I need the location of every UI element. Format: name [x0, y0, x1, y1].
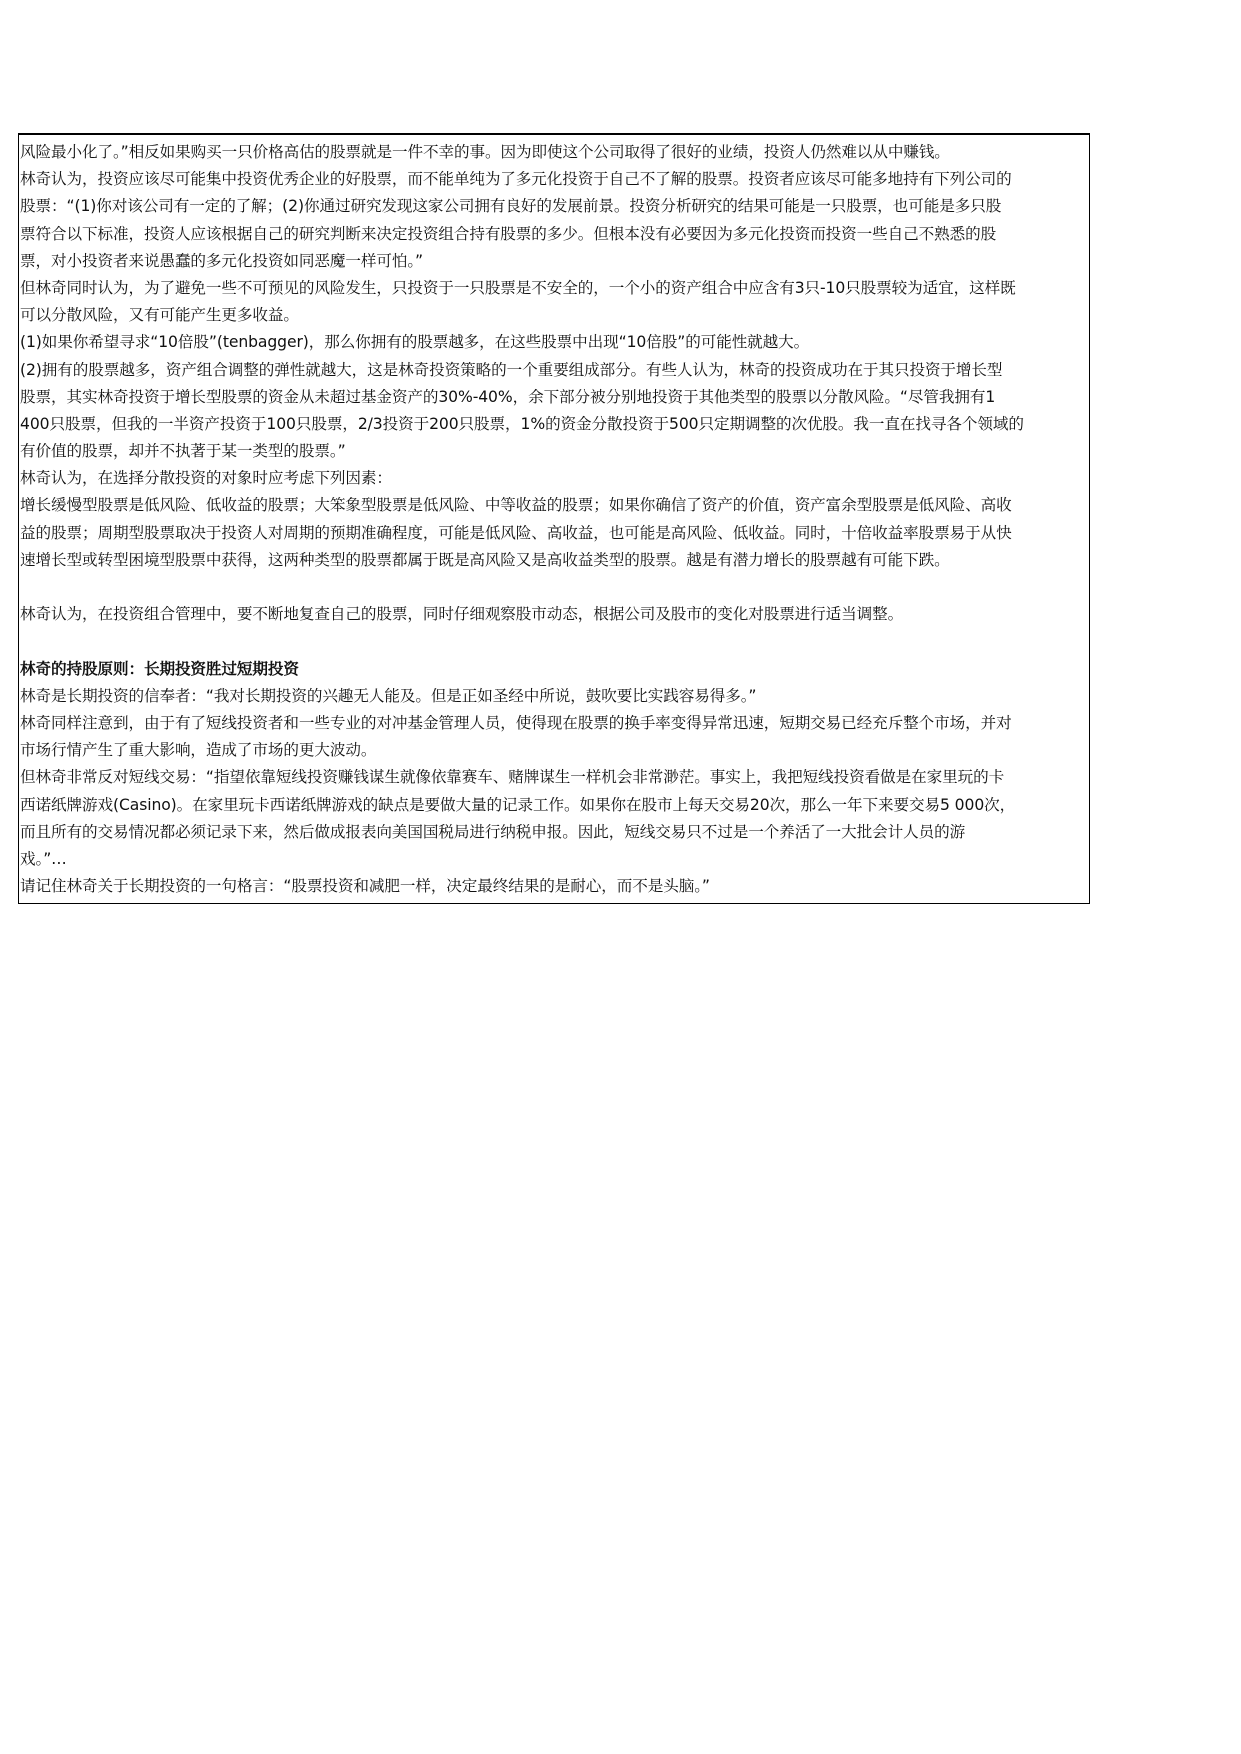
text-line: 林奇认为，投资应该尽可能集中投资优秀企业的好股票，而不能单纯为了多元化投资于自己不了解的股票。投资者应该尽可能多地持有下列公司的	[20, 170, 1012, 189]
paragraph	[20, 166, 1089, 275]
text-line: 林奇同样注意到，由于有了短线投资者和一些专业的对冲基金管理人员，使得现在股票的换手率变得异常迅速，短期交易已经充斥整个市场，并对	[20, 713, 1012, 732]
blank-line	[20, 628, 1089, 655]
text-line: 可以分散风险，又有可能产生更多收益。	[20, 306, 299, 325]
document-body	[20, 139, 1089, 900]
text-line: 风险最小化了。”相反如果购买一只价格高估的股票就是一件不幸的事。因为即使这个公司取得了很好的业绩，投资人仍然难以从中赚钱。	[20, 143, 950, 161]
text-line: 请记住林奇关于长期投资的一句格言：“股票投资和减肥一样，决定最终结果的是耐心，而不是头脑。”	[20, 877, 710, 896]
text-line: 股票，其实林奇投资于增长型股票的资金从未超过基金资产的30%-40%，余下部分被分别地投资于其他类型的股票以分散风险。“尽管我拥有1	[20, 387, 996, 406]
paragraph	[20, 492, 1089, 574]
paragraph	[20, 683, 1089, 710]
text-line: 林奇认为，在选择分散投资的对象时应考虑下列因素：	[20, 469, 392, 488]
blank-line	[20, 574, 1089, 601]
paragraph	[20, 357, 1089, 466]
text-line: 市场行情产生了重大影响，造成了市场的更大波动。	[20, 741, 377, 760]
text-line: 益的股票；周期型股票取决于投资人对周期的预期准确程度，可能是低风险、高收益，也可能是高风险、低收益。同时，十倍收益率股票易于从快	[20, 523, 1012, 542]
paragraph	[20, 764, 1089, 873]
text-line: 林奇的持股原则：长期投资胜过短期投资	[20, 659, 299, 678]
section-heading	[20, 656, 1089, 683]
paragraph	[20, 710, 1089, 764]
text-line: 戏。”…	[20, 849, 67, 868]
text-line: 有价值的股票，却并不执著于某一类型的股票。”	[20, 442, 346, 461]
text-line: 400只股票，但我的一半资产投资于100只股票，2/3投资于200只股票，1%的资金分散投资于500只定期调整的次优股。我一直在找寻各个领域的	[20, 414, 1024, 433]
paragraph	[20, 275, 1089, 329]
paragraph	[20, 873, 1089, 900]
text-line: 林奇认为，在投资组合管理中，要不断地复查自己的股票，同时仔细观察股市动态，根据公司及股市的变化对股票进行适当调整。	[20, 605, 904, 624]
text-line: 票，对小投资者来说愚蠢的多元化投资如同恶魔一样可怕。”	[20, 251, 424, 270]
paragraph	[20, 139, 1089, 166]
text-line: 西诺纸牌游戏(Casino)。在家里玩卡西诺纸牌游戏的缺点是要做大量的记录工作。如果你在股市上每天交易20次，那么一年下来要交易5 000次，	[20, 795, 1016, 814]
paragraph	[20, 329, 1089, 356]
text-line: 但林奇非常反对短线交易：“指望依靠短线投资赚钱谋生就像依靠赛车、赌牌谋生一样机会非常渺茫。事实上，我把短线投资看做是在家里玩的卡	[20, 768, 1005, 787]
text-line: (2)拥有的股票越多，资产组合调整的弹性就越大，这是林奇投资策略的一个重要组成部分。有些人认为，林奇的投资成功在于其只投资于增长型	[20, 360, 1003, 379]
text-line: 但林奇同时认为，为了避免一些不可预见的风险发生，只投资于一只股票是不安全的，一个小的资产组合中应含有3只-10只股票较为适宜，这样既	[20, 278, 1016, 297]
text-line: (1)如果你希望寻求“10倍股”(tenbagger)，那么你拥有的股票越多，在这些股票中出现“10倍股”的可能性就越大。	[20, 333, 810, 352]
paragraph	[20, 465, 1089, 492]
paragraph	[20, 601, 1089, 628]
text-line: 股票：“(1)你对该公司有一定的了解；(2)你通过研究发现这家公司拥有良好的发展前景。投资分析研究的结果可能是一只股票，也可能是多只股	[20, 197, 1002, 216]
text-line: 速增长型或转型困境型股票中获得，这两种类型的股票都属于既是高风险又是高收益类型的股票。越是有潜力增长的股票越有可能下跌。	[20, 550, 950, 569]
text-line: 增长缓慢型股票是低风险、低收益的股票；大笨象型股票是低风险、中等收益的股票；如果你确信了资产的价值，资产富余型股票是低风险、高收	[20, 496, 1012, 515]
document-text-box	[18, 133, 1090, 904]
text-line: 票符合以下标准，投资人应该根据自己的研究判断来决定投资组合持有股票的多少。但根本没有必要因为多元化投资而投资一些自己不熟悉的股	[20, 224, 997, 243]
text-line: 而且所有的交易情况都必须记录下来，然后做成报表向美国国税局进行纳税申报。因此，短线交易只不过是一个养活了一大批会计人员的游	[20, 822, 966, 841]
text-line: 林奇是长期投资的信奉者：“我对长期投资的兴趣无人能及。但是正如圣经中所说，鼓吹要比实践容易得多。”	[20, 686, 757, 705]
